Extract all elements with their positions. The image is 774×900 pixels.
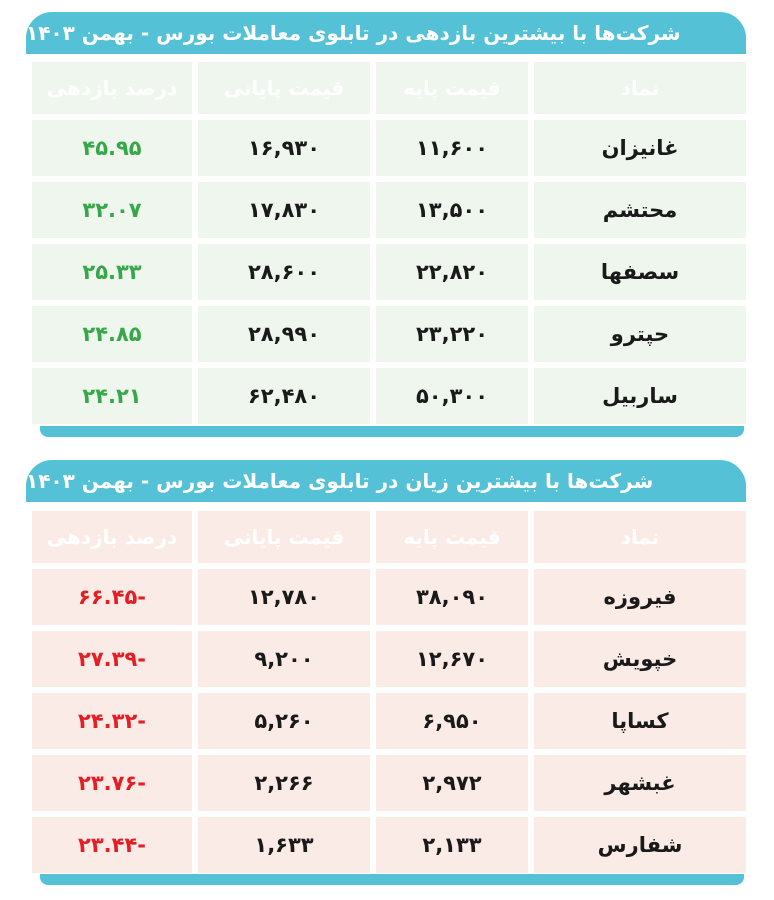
close-price-cell: ۲۸,۹۹۰	[198, 306, 370, 362]
base-price-cell: ۳۸,۰۹۰	[376, 569, 528, 625]
symbol-cell: غانیزان	[534, 120, 746, 176]
header-symbol: نماد	[534, 511, 746, 563]
header-pct: درصد بازدهی	[32, 62, 192, 114]
base-price-cell: ۱۳,۵۰۰	[376, 182, 528, 238]
header-base-price: قیمت پایه	[376, 62, 528, 114]
symbol-cell: غبشهر	[534, 755, 746, 811]
pct-cell: -۲۴.۳۲	[32, 693, 192, 749]
base-price-cell: ۲,۱۳۳	[376, 817, 528, 873]
header-symbol: نماد	[534, 62, 746, 114]
losers-title-text: شرکت‌ها با بیشترین زیان در تابلوی معاملات بورس - بهمن ۱۴۰۳	[26, 469, 654, 493]
pct-cell: ۴۵.۹۵	[32, 120, 192, 176]
gainers-table	[32, 62, 748, 424]
close-price-cell: ۶۲,۴۸۰	[198, 368, 370, 424]
losers-bottom-bar	[40, 874, 744, 885]
close-price-cell: ۹,۲۰۰	[198, 631, 370, 687]
pct-cell: ۲۵.۳۳	[32, 244, 192, 300]
close-price-cell: ۲,۲۶۶	[198, 755, 370, 811]
pct-cell: -۲۳.۴۴	[32, 817, 192, 873]
base-price-cell: ۲۲,۸۲۰	[376, 244, 528, 300]
base-price-cell: ۱۲,۶۷۰	[376, 631, 528, 687]
pct-cell: -۲۳.۷۶	[32, 755, 192, 811]
base-price-cell: ۱۱,۶۰۰	[376, 120, 528, 176]
pct-cell: ۳۲.۰۷	[32, 182, 192, 238]
close-price-cell: ۱۶,۹۳۰	[198, 120, 370, 176]
symbol-cell: سصفها	[534, 244, 746, 300]
base-price-cell: ۲۳,۲۲۰	[376, 306, 528, 362]
close-price-cell: ۲۸,۶۰۰	[198, 244, 370, 300]
header-close-price: قیمت پایانی	[198, 62, 370, 114]
close-price-cell: ۱۲,۷۸۰	[198, 569, 370, 625]
losers-title	[26, 460, 746, 502]
symbol-cell: خپویش	[534, 631, 746, 687]
base-price-cell: ۵۰,۳۰۰	[376, 368, 528, 424]
losers-table	[32, 511, 748, 873]
header-pct: درصد بازدهی	[32, 511, 192, 563]
pct-cell: -۶۶.۴۵	[32, 569, 192, 625]
close-price-cell: ۱,۶۳۳	[198, 817, 370, 873]
pct-cell: ۲۴.۸۵	[32, 306, 192, 362]
close-price-cell: ۵,۲۶۰	[198, 693, 370, 749]
symbol-cell: شفارس	[534, 817, 746, 873]
symbol-cell: فیروزه	[534, 569, 746, 625]
base-price-cell: ۲,۹۷۲	[376, 755, 528, 811]
header-close-price: قیمت پایانی	[198, 511, 370, 563]
gainers-title	[26, 12, 746, 54]
symbol-cell: ساربیل	[534, 368, 746, 424]
symbol-cell: محتشم	[534, 182, 746, 238]
header-base-price: قیمت پایه	[376, 511, 528, 563]
symbol-cell: حپترو	[534, 306, 746, 362]
pct-cell: -۲۷.۳۹	[32, 631, 192, 687]
symbol-cell: کساپا	[534, 693, 746, 749]
pct-cell: ۲۴.۲۱	[32, 368, 192, 424]
gainers-bottom-bar	[40, 426, 744, 437]
gainers-title-text: شرکت‌ها با بیشترین بازدهی در تابلوی معاملات بورس - بهمن ۱۴۰۳	[26, 21, 681, 45]
close-price-cell: ۱۷,۸۳۰	[198, 182, 370, 238]
base-price-cell: ۶,۹۵۰	[376, 693, 528, 749]
